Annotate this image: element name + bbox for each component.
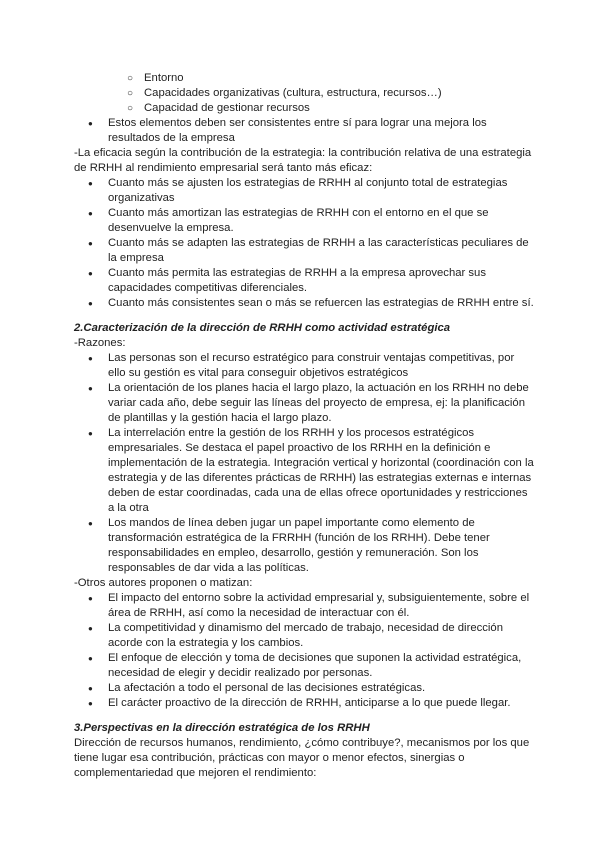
list-item: ● La competitividad y dinamismo del mercado de trabajo, necesidad de dirección acorde con la estrategia y los cambios. bbox=[74, 621, 534, 651]
list-item: ● La afectación a todo el personal de las decisiones estratégicas. bbox=[74, 681, 534, 696]
list-item: ● La interrelación entre la gestión de los RRHH y los procesos estratégicos empresariales. Se destaca el papel proactivo de los RRHH en la definición e implementación de la estrategia. Integración vertical y horizontal (coordinación con la estrategia y de las diferentes prácticas de RRHH) las estrategias externas e internas deben de estar coordinadas, cada una de ellas ofrece oportunidades y restricciones a la otra bbox=[74, 426, 534, 516]
spacer bbox=[74, 311, 534, 321]
sublist-item: ○ Entorno bbox=[74, 71, 534, 86]
section-3-body: Dirección de recursos humanos, rendimiento, ¿cómo contribuye?, mecanismos por los que tiene lugar esa contribución, prácticas con mayor o menor efectos, sinergias o complementariedad que mejoren el rendimiento: bbox=[74, 737, 530, 779]
list-item: ● Las personas son el recurso estratégico para construir ventajas competitivas, por ello su gestión es vital para conseguir objetivos estratégicos bbox=[74, 351, 534, 381]
list-item: ● El enfoque de elección y toma de decisiones que suponen la actividad estratégica, necesidad de elegir y decidir realizado por personas. bbox=[74, 651, 534, 681]
top-sublist bbox=[74, 71, 534, 116]
list-item: ● Cuanto más permita las estrategias de RRHH a la empresa aprovechar sus capacidades competitivas diferenciales. bbox=[74, 266, 534, 296]
list-item: ● Estos elementos deben ser consistentes entre sí para lograr una mejora los resultados de la empresa bbox=[74, 116, 534, 146]
razones-list bbox=[74, 351, 534, 576]
list-item: ● Cuanto más se ajusten los estrategias de RRHH al conjunto total de estrategias organizativas bbox=[74, 176, 534, 206]
list-item: ● La orientación de los planes hacia el largo plazo, la actuación en los RRHH no debe variar cada año, debe seguir las líneas del proyecto de empresa, ej: la planificación de plantillas y la gestión hacia el largo plazo. bbox=[74, 381, 534, 426]
list-item: ● Los mandos de línea deben jugar un papel importante como elemento de transformación estratégica de la FRRHH (función de los RRHH). Debe tener responsabilidades en empleo, desarrollo, gestión y remuneración. Son los responsables de dar vida a las políticas. bbox=[74, 516, 534, 576]
sublist-item: ○ Capacidades organizativas (cultura, estructura, recursos…) bbox=[74, 86, 534, 101]
spacer bbox=[74, 711, 534, 721]
razones-label: -Razones: bbox=[74, 337, 126, 349]
sublist-item: ○ Capacidad de gestionar recursos bbox=[74, 101, 534, 116]
list-item: ● Cuanto más se adapten las estrategias de RRHH a las características peculiares de la empresa bbox=[74, 236, 534, 266]
otros-label: -Otros autores proponen o matizan: bbox=[74, 577, 253, 589]
section-2-heading: 2.Caracterización de la dirección de RRHH como actividad estratégica bbox=[74, 322, 451, 334]
list-item: ● El carácter proactivo de la dirección de RRHH, anticiparse a lo que puede llegar. bbox=[74, 696, 534, 711]
list-item: ● El impacto del entorno sobre la actividad empresarial y, subsiguientemente, sobre el área de RRHH, así como la necesidad de interactuar con él. bbox=[74, 591, 534, 621]
document-content bbox=[74, 71, 534, 781]
eficacia-intro: -La eficacia según la contribución de la estrategia: la contribución relativa de una estrategia de RRHH al rendimiento empresarial será tanto más eficaz: bbox=[74, 147, 532, 174]
otros-list bbox=[74, 591, 534, 711]
eficacia-list bbox=[74, 176, 534, 311]
section-3-heading: 3.Perspectivas en la dirección estratégica de los RRHH bbox=[74, 722, 370, 734]
top-bullet-list bbox=[74, 116, 534, 146]
list-item: ● Cuanto más consistentes sean o más se refuercen las estrategias de RRHH entre sí. bbox=[74, 296, 534, 311]
list-item: ● Cuanto más amortizan las estrategias de RRHH con el entorno en el que se desenvuelve la empresa. bbox=[74, 206, 534, 236]
